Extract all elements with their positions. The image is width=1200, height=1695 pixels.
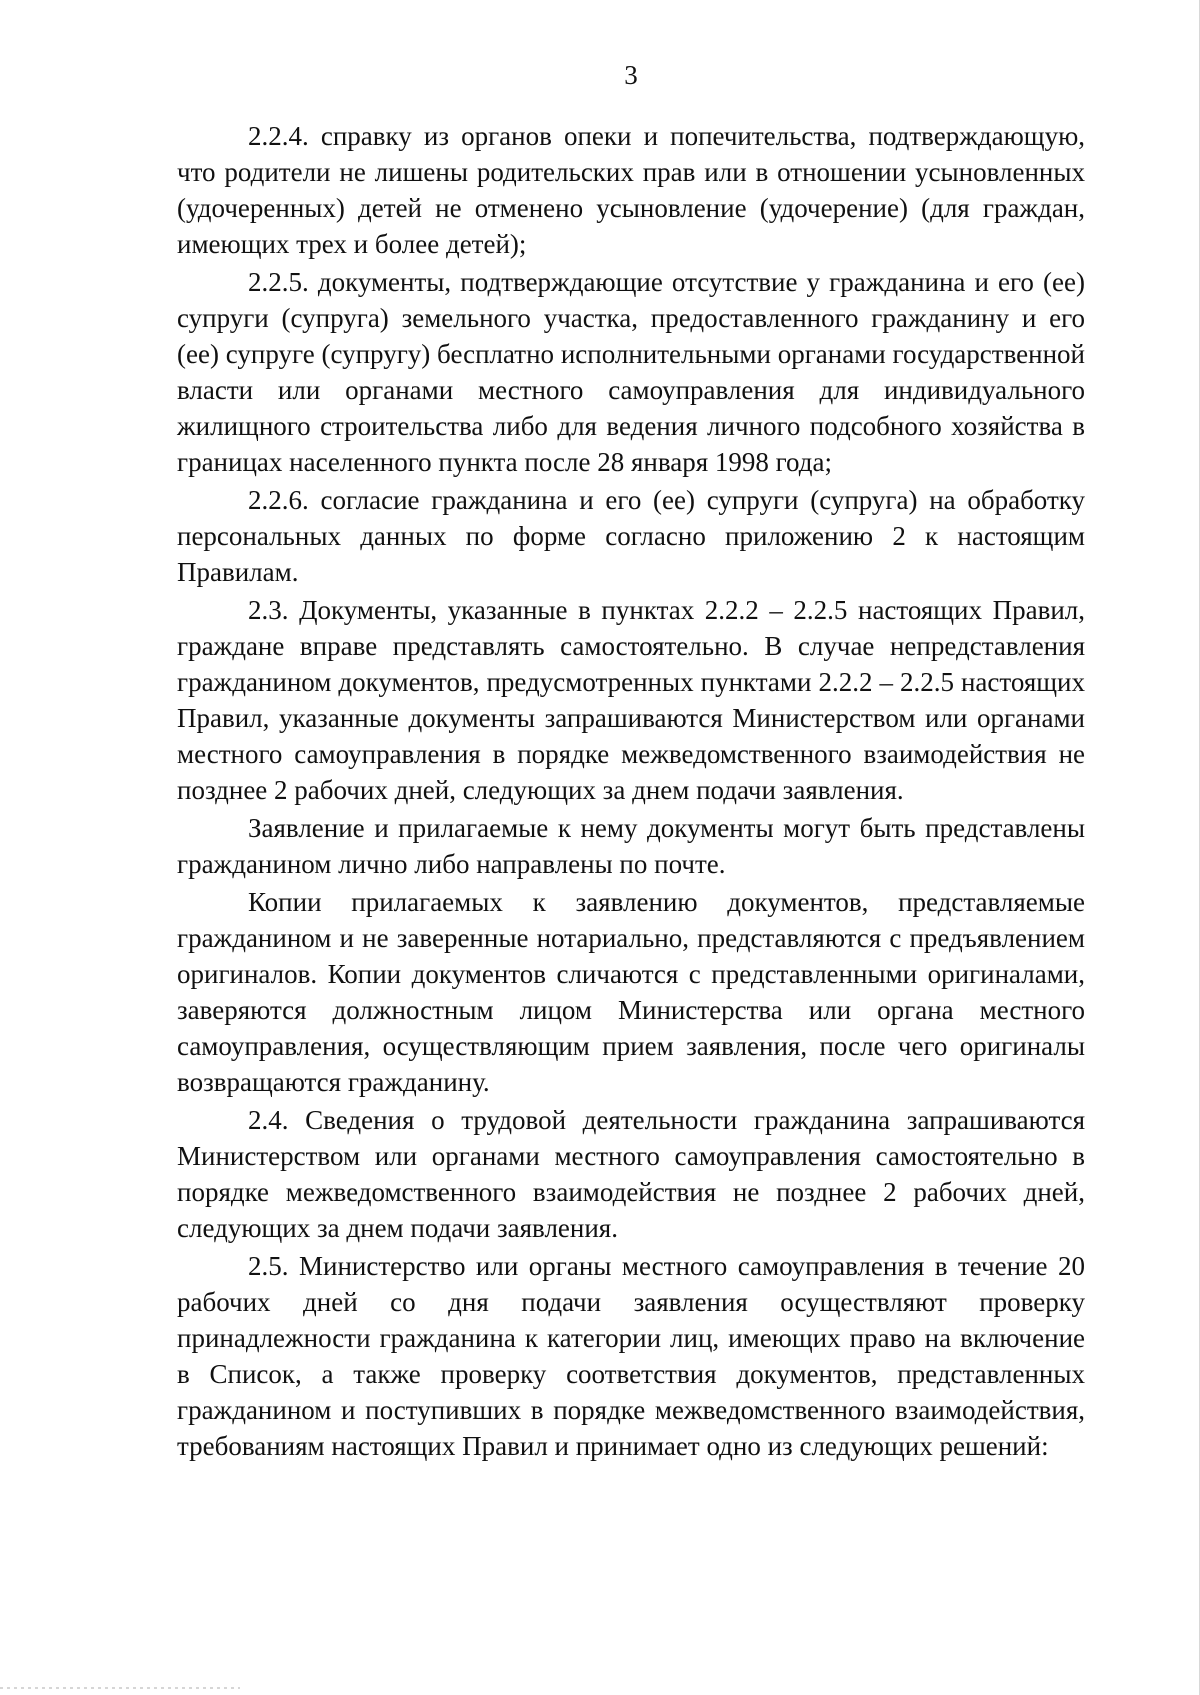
document-body	[177, 118, 1085, 1464]
paragraph-2-5: 2.5. Министерство или органы местного самоуправления в течение 20 рабочих дней со дня подачи заявления осуществляют проверку принадлежности гражданина к категории лиц, имеющих право на включение в Список, а также проверку соответствия документов, представленных гражданином и поступивших в порядке межведомственного взаимодействия, требованиям настоящих Правил и принимает одно из следующих решений:	[177, 1251, 1085, 1461]
scan-artifact	[0, 1687, 240, 1689]
paragraph-document-copies: Копии прилагаемых к заявлению документов, представляемые гражданином и не заверенные нотариально, представляются с предъявлением оригиналов. Копии документов сличаются с представленными оригиналами, заверяются должностным лицом Министерства или органа местного самоуправления, осуществляющим прием заявления, после чего оригиналы возвращаются гражданину.	[177, 887, 1085, 1097]
paragraph-2-2-6: 2.2.6. согласие гражданина и его (ее) супруги (супруга) на обработку персональных данных по форме согласно приложению 2 к настоящим Правилам.	[177, 485, 1085, 587]
page-number: 3	[624, 60, 638, 90]
paragraph-2-2-4: 2.2.4. справку из органов опеки и попечительства, подтверждающую, что родители не лишены родительских прав или в отношении усыновленных (удочеренных) детей не отменено усыновление (удочерение) (для граждан, имеющих трех и более детей);	[177, 121, 1085, 259]
paragraph-2-2-5: 2.2.5. документы, подтверждающие отсутствие у гражданина и его (ее) супруги (супруга) земельного участка, предоставленного гражданину и его (ее) супруге (супругу) бесплатно исполнительными органами государственной власти или органами местного самоуправления для индивидуального жилищного строительства либо для ведения личного подсобного хозяйства в границах населенного пункта после 28 января 1998 года;	[177, 267, 1085, 477]
paragraph-application-submission: Заявление и прилагаемые к нему документы могут быть представлены гражданином лично либо направлены по почте.	[177, 813, 1085, 879]
paragraph-2-3: 2.3. Документы, указанные в пунктах 2.2.2 – 2.2.5 настоящих Правил, граждане вправе представлять самостоятельно. В случае непредставления гражданином документов, предусмотренных пунктами 2.2.2 – 2.2.5 настоящих Правил, указанные документы запрашиваются Министерством или органами местного самоуправления в порядке межведомственного взаимодействия не позднее 2 рабочих дней, следующих за днем подачи заявления.	[177, 595, 1085, 805]
paragraph-2-4: 2.4. Сведения о трудовой деятельности гражданина запрашиваются Министерством или органами местного самоуправления самостоятельно в порядке межведомственного взаимодействия не позднее 2 рабочих дней, следующих за днем подачи заявления.	[177, 1105, 1085, 1243]
